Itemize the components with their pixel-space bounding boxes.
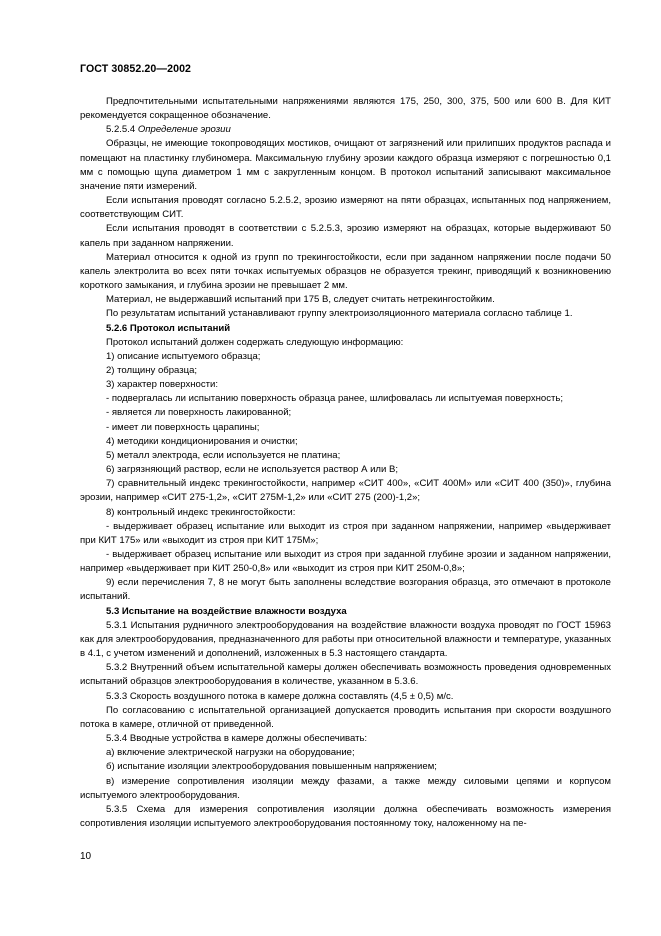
list-item: - выдерживает образец испытание или выходит из строя при заданной глубине эрозии и заданном напряжении, например «выдерживает при КИТ 250-0,8» или «выходит из строя при КИТ 250М-0,8»; bbox=[80, 549, 611, 575]
paragraph-5-3-2: 5.3.2 Внутренний объем испытательной камеры должен обеспечивать возможность проведения одновременных испытаний образцов электрооборудования в количестве, указанном в 5.3.6. bbox=[80, 662, 611, 688]
paragraph-material-group: Материал относится к одной из групп по трекингостойкости, если при заданном напряжении после подачи 50 капель электролита во всех пяти точках испытуемых образцов не образуется трекинг, приводящий к возникновению короткого замыкания, и глубина эрозии не превышает 2 мм. bbox=[80, 251, 611, 292]
list-item: а) включение электрической нагрузки на оборудование; bbox=[106, 747, 355, 759]
list-item: 8) контрольный индекс трекингостойкости: bbox=[106, 506, 296, 518]
list-item: 9) если перечисления 7, 8 не могут быть заполнены вследствие возгорания образца, это отмечают в протоколе испытаний. bbox=[80, 577, 611, 603]
subsection-title: Определение эрозии bbox=[137, 124, 231, 136]
list-item: 1) описание испытуемого образца; bbox=[106, 350, 261, 362]
list-item: 5) металл электрода, если используется не платина; bbox=[106, 449, 341, 461]
section-heading-humidity: 5.3 Испытание на воздействие влажности воздуха bbox=[106, 605, 347, 617]
list-item: - подвергалась ли испытанию поверхность образца ранее, шлифовалась ли испытуемая поверхность; bbox=[106, 393, 564, 405]
document-header: ГОСТ 30852.20—2002 bbox=[80, 63, 192, 75]
list-item: 4) методики кондиционирования и очистки; bbox=[106, 435, 298, 447]
paragraph-5-3-4: 5.3.4 Вводные устройства в камере должны обеспечивать: bbox=[106, 733, 368, 745]
paragraph-report-intro: Протокол испытаний должен содержать следующую информацию: bbox=[106, 336, 404, 348]
list-item: 6) загрязняющий раствор, если не используется раствор А или В; bbox=[106, 464, 399, 476]
list-item: в) измерение сопротивления изоляции между фазами, а также между силовыми цепями и корпусом испытуемого электрооборудования. bbox=[80, 775, 611, 801]
list-item: 2) толщину образца; bbox=[106, 364, 198, 376]
paragraph-table-reference: По результатам испытаний устанавливают группу электроизоляционного материала согласно таблице 1. bbox=[106, 308, 573, 320]
page-number: 10 bbox=[80, 851, 92, 862]
document-body bbox=[80, 95, 611, 831]
paragraph-erosion-measurement: Образцы, не имеющие токопроводящих мостиков, очищают от загрязнений или прилипших продуктов распада и помещают на пластинку глубиномера. Максимальную глубину эрозии каждого образца измеряют с погрешностью 0,1 мм с помощью щупа диаметром 1 мм с закругленным концом. В протокол испытаний записывают максимальное значение пяти измерений. bbox=[80, 138, 611, 192]
section-heading-test-report: 5.2.6 Протокол испытаний bbox=[106, 322, 231, 334]
paragraph-5-3-1: 5.3.1 Испытания рудничного электрооборудования на воздействие влажности воздуха проводят по ГОСТ 15963 как для электрооборудования, предназначенного для работы при относительной влажности и температуре, указанных в 4.1, с учетом изменений и дополнений, изложенных в 5.3 настоящего стандарта. bbox=[80, 619, 611, 660]
subsection-heading-erosion bbox=[80, 123, 611, 137]
list-item: - выдерживает образец испытание или выходит из строя при заданном напряжении, например «выдерживает при КИТ 175» или «выходит из строя при КИТ 175М»; bbox=[80, 520, 611, 546]
paragraph-5-3-3: 5.3.3 Скорость воздушного потока в камере должна составлять (4,5 ± 0,5) м/с. bbox=[106, 690, 454, 702]
paragraph-5-3-5: 5.3.5 Схема для измерения сопротивления изоляции должна обеспечивать возможность измерения сопротивления изоляции испытуемого электрооборудования постоянному току, наложенному на пе- bbox=[80, 803, 611, 829]
paragraph-non-tracking-resistant: Материал, не выдержавший испытаний при 175 В, следует считать нетрекингостойким. bbox=[106, 294, 495, 306]
paragraph-test-voltages: Предпочтительными испытательными напряжениями являются 175, 250, 300, 375, 500 или 600 В. Для КИТ рекомендуется сокращенное обозначение. bbox=[80, 96, 611, 122]
list-item: 3) характер поверхности: bbox=[106, 379, 218, 391]
list-item: - имеет ли поверхность царапины; bbox=[106, 421, 260, 433]
paragraph-erosion-5-2-5-2: Если испытания проводят согласно 5.2.5.2, эрозию измеряют на пяти образцах, испытанных под напряжением, соответствующим СИТ. bbox=[80, 195, 611, 221]
list-item: 7) сравнительный индекс трекингостойкости, например «СИТ 400», «СИТ 400М» или «СИТ 400 (350)», глубина эрозии, например «СИТ 275-1,2», «СИТ 275М-1,2» или «СИТ 275 (200)-1,2»; bbox=[80, 478, 611, 504]
paragraph-erosion-5-2-5-3: Если испытания проводят в соответствии с 5.2.5.3, эрозию измеряют на образцах, которые выдерживают 50 капель при заданном напряжении. bbox=[80, 223, 611, 249]
list-item: - является ли поверхность лакированной; bbox=[106, 407, 292, 419]
paragraph-airflow-agreement: По согласованию с испытательной организацией допускается проводить испытания при скорости воздушного потока в камере, отличной от приведенной. bbox=[80, 704, 611, 730]
subsection-number: 5.2.5.4 bbox=[106, 124, 136, 136]
list-item: б) испытание изоляции электрооборудования повышенным напряжением; bbox=[106, 761, 437, 773]
